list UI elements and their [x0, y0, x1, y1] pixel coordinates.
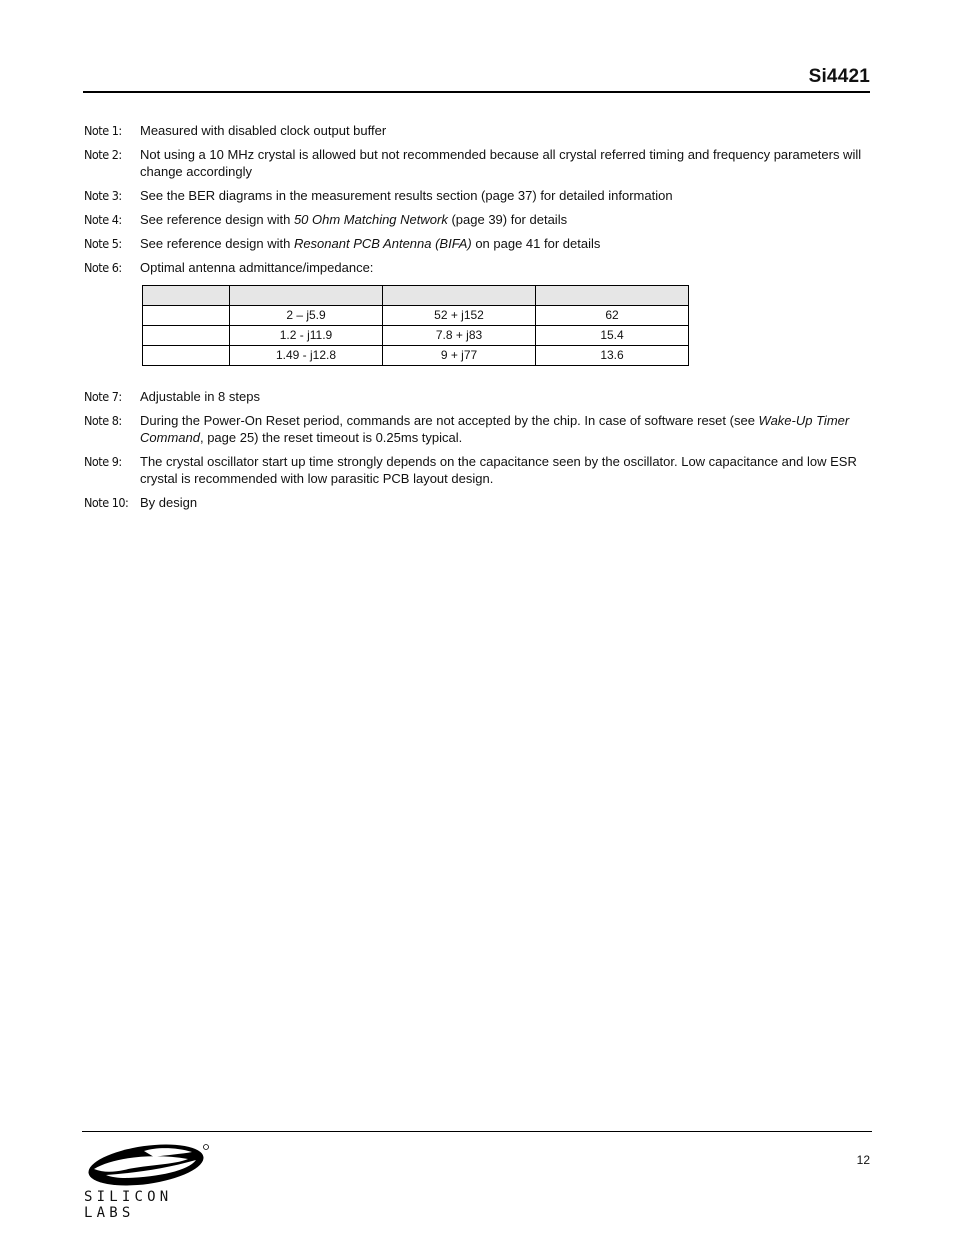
note-text-pre: See reference design with: [140, 212, 294, 227]
note-label: Note 6:: [84, 260, 122, 275]
table-header-cell: [230, 286, 383, 306]
document-title: Si4421: [808, 66, 870, 87]
note-text-pre: See reference design with: [140, 236, 294, 251]
reference-design-link-text: 50 Ohm Matching Network: [293, 212, 448, 227]
note-label: Note 7:: [84, 389, 122, 404]
note-text: Adjustable in 8 steps: [140, 389, 260, 404]
table-row: [143, 346, 689, 366]
table-header-cell: [536, 286, 689, 306]
note-text: [140, 412, 870, 446]
notes-section: [84, 122, 870, 518]
table-cell: [143, 326, 230, 346]
header-divider: [83, 91, 870, 93]
company-wordmark: SILICON LABS: [84, 1189, 173, 1221]
reference-design-link-text: Resonant PCB Antenna (BIFA): [293, 236, 472, 251]
table-cell: 1.49 - j12.8: [230, 346, 383, 366]
note-8: [84, 412, 870, 446]
note-text-post: , page 25) the reset timeout is 0.25ms typical.: [199, 430, 463, 445]
table-cell: 13.6: [536, 346, 689, 366]
footer-divider: [82, 1131, 872, 1132]
note-label: Note 10:: [84, 495, 129, 510]
table-row: [143, 306, 689, 326]
table-cell: 7.8 + j83: [383, 326, 536, 346]
note-4: [84, 211, 870, 228]
note-label: Note 4:: [84, 212, 122, 227]
note-text: By design: [140, 495, 198, 510]
table-header-cell: [383, 286, 536, 306]
antenna-impedance-table: [142, 285, 689, 366]
note-text: Optimal antenna admittance/impedance:: [140, 260, 374, 275]
note-text-post: on page 41 for details: [471, 236, 601, 251]
table-header-cell: [143, 286, 230, 306]
page-number: 12: [856, 1153, 870, 1167]
note-10: [84, 494, 870, 511]
note-label: Note 3:: [84, 188, 122, 203]
note-5: [84, 235, 870, 252]
table-row: [143, 326, 689, 346]
note-text: Not using a 10 MHz crystal is allowed but not recommended because all crystal referred timing and frequency parameters will change accordingly: [140, 147, 862, 179]
command-reference-text: Wake-Up Timer Command: [140, 413, 850, 445]
table-cell: 15.4: [536, 326, 689, 346]
note-6: [84, 259, 870, 276]
table-header-row: [143, 286, 689, 306]
note-text: See the BER diagrams in the measurement results section (page 37) for detailed information: [140, 188, 673, 203]
note-9: [84, 453, 870, 487]
note-label: Note 2:: [84, 147, 122, 162]
note-text: [140, 235, 870, 252]
table-cell: 9 + j77: [383, 346, 536, 366]
note-text: The crystal oscillator start up time strongly depends on the capacitance seen by the oscillator. Low capacitance and low ESR crystal is recommended with low parasitic PCB layout design.: [140, 454, 857, 486]
note-1: [84, 122, 870, 139]
note-label: Note 8:: [84, 413, 122, 428]
note-text-pre: During the Power-On Reset period, commands are not accepted by the chip. In case of software reset (see: [140, 413, 759, 428]
table-cell: 52 + j152: [383, 306, 536, 326]
note-text: Measured with disabled clock output buffer: [140, 123, 387, 138]
table-cell: 62: [536, 306, 689, 326]
note-text-post: (page 39) for details: [447, 212, 568, 227]
table-cell: [143, 306, 230, 326]
note-label: Note 1:: [84, 123, 122, 138]
table-cell: 1.2 - j11.9: [230, 326, 383, 346]
table-cell: [143, 346, 230, 366]
note-text: [140, 211, 870, 228]
note-label: Note 9:: [84, 454, 122, 469]
note-3: [84, 187, 870, 204]
table-cell: 2 – j5.9: [230, 306, 383, 326]
note-label: Note 5:: [84, 236, 122, 251]
note-7: [84, 388, 870, 405]
note-2: [84, 146, 870, 180]
